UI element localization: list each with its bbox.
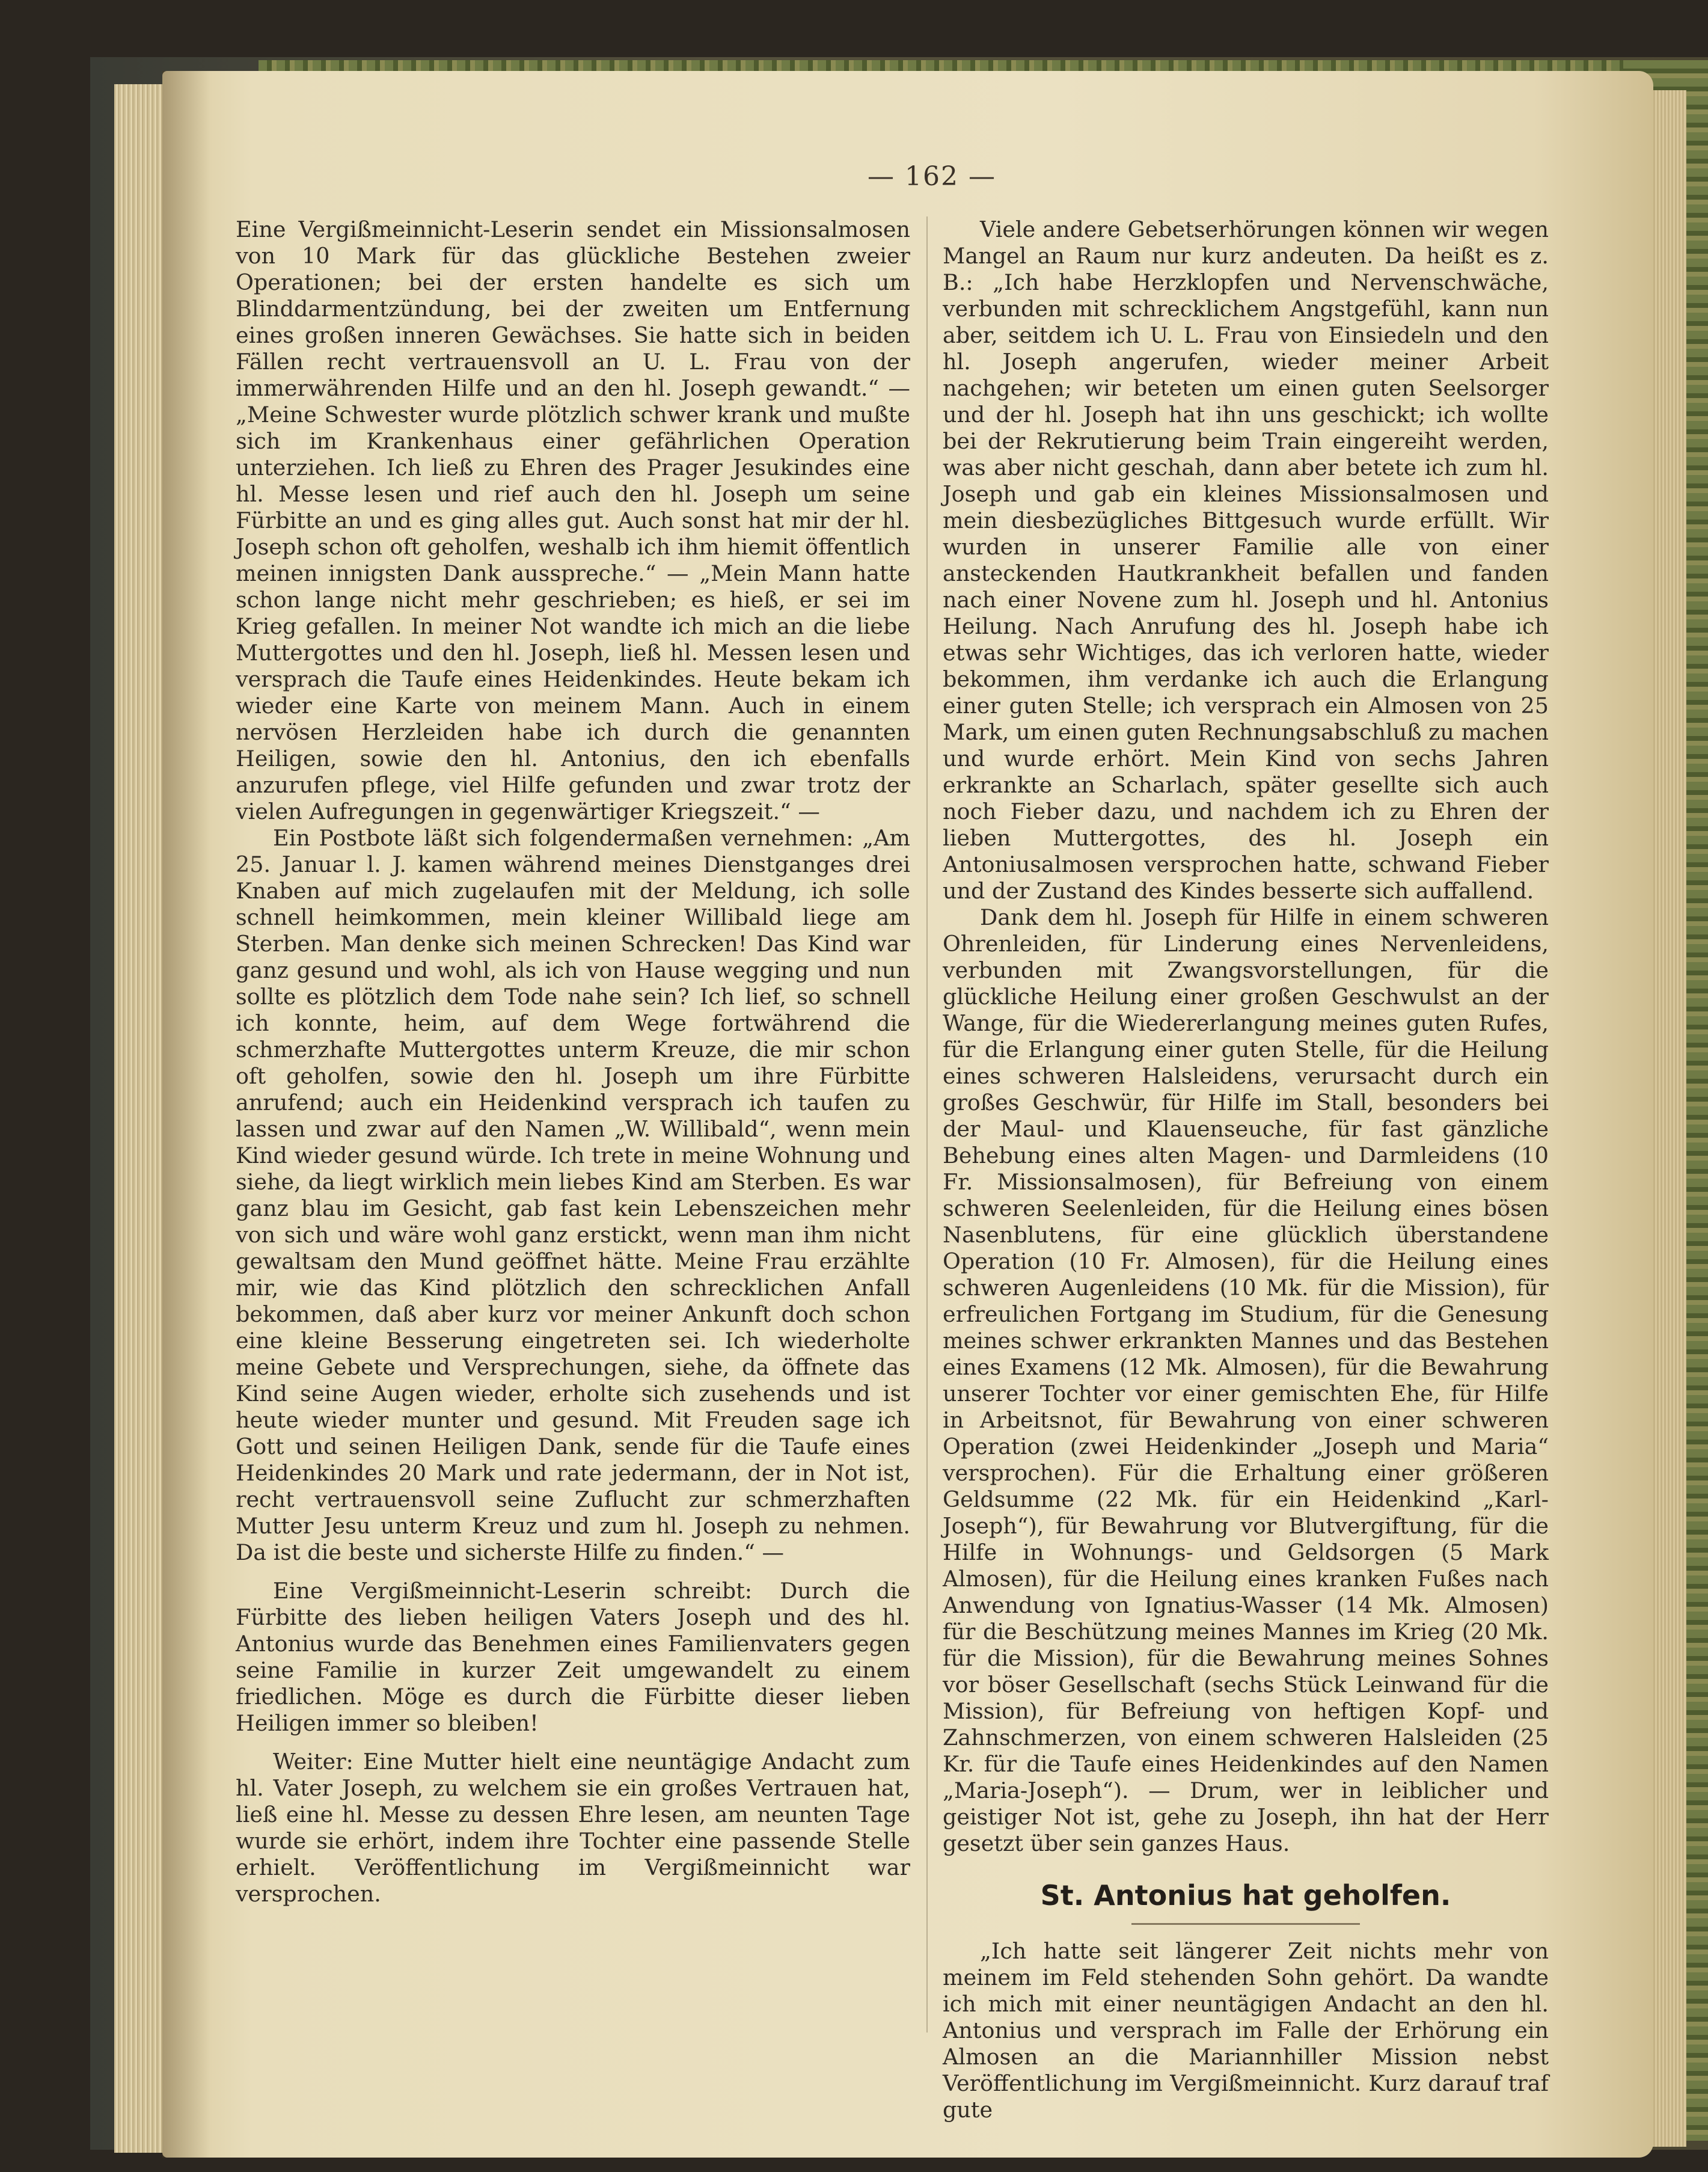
- page-stack-edge: [114, 84, 168, 2153]
- section-heading: St. Antonius hat geholfen.: [1040, 1879, 1451, 1912]
- paragraph: Eine Vergißmeinnicht-Leserin schreibt: Durch die Fürbitte des lieben heiligen Vaters Joseph und des hl. Antonius wurde das Benehmen eines Familienvaters gegen seine Familie in kurzer Zeit umgewandelt zu einem friedlichen. Möge es durch die Fürbitte dieser lieben Heiligen immer so bleiben!: [236, 1578, 910, 1736]
- right-column: [943, 216, 1549, 2123]
- paragraph: Eine Vergißmeinnicht-Leserin sendet ein Missionsalmosen von 10 Mark für das glückliche Bestehen zweier Operationen; bei der ersten handelte es sich um Blinddarmentzündung, bei der zweiten um Entfernung eines großen inneren Gewächses. Sie hatte sich in beiden Fällen recht vertrauensvoll an U. L. Frau von der immerwährenden Hilfe und an den hl. Joseph gewandt.“ — „Meine Schwester wurde plötzlich schwer krank und mußte sich im Krankenhaus einer gefährlichen Operation unterziehen. Ich ließ zu Ehren des Prager Jesukindes eine hl. Messe lesen und rief auch den hl. Joseph um seine Fürbitte an und es ging alles gut. Auch sonst hat mir der hl. Joseph schon oft geholfen, weshalb ich ihm hiemit öffentlich meinen innigsten Dank ausspreche.“ — „Mein Mann hatte schon lange nicht mehr geschrieben; es hieß, er sei im Krieg gefallen. In meiner Not wandte ich mich an die liebe Muttergottes und den hl. Joseph, ließ hl. Messen lesen und versprach die Taufe eines Heidenkindes. Heute bekam ich wieder eine Karte von meinem Mann. Auch in einem nervösen Herzleiden habe ich durch die genannten Heiligen, sowie den hl. Antonius, den ich ebenfalls anzurufen pflege, viel Hilfe gefunden und zwar trotz der vielen Aufregungen in gegenwärtiger Kriegszeit.“ —: [236, 216, 910, 824]
- column-divider: [926, 216, 928, 2032]
- section-rule: [1131, 1923, 1360, 1925]
- paragraph: Viele andere Gebetserhörungen können wir wegen Mangel an Raum nur kurz andeuten. Da heißt es z. B.: „Ich habe Herzklopfen und Nervenschwäche, verbunden mit schrecklichem Angstgefühl, kann nun aber, seitdem ich U. L. Frau von Einsiedeln und den hl. Joseph angerufen, wieder meiner Arbeit nachgehen; wir beteten um einen guten Seelsorger und der hl. Joseph hat ihn uns geschickt; ich wollte bei der Rekrutierung beim Train eingereiht werden, was aber nicht geschah, dann aber betete ich zum hl. Joseph und gab ein kleines Missionsalmosen und mein diesbezügliches Bittgesuch wurde erfüllt. Wir wurden in unserer Familie alle von einer ansteckenden Hautkrankheit befallen und fanden nach einer Novene zum hl. Joseph und hl. Antonius Heilung. Nach Anrufung des hl. Joseph habe ich etwas sehr Wichtiges, das ich verloren hatte, wieder bekommen, ihm verdanke ich auch die Erlangung einer guten Stelle; ich versprach ein Almosen von 25 Mark, um einen guten Rechnungsabschluß zu machen und wurde erhört. Mein Kind von sechs Jahren erkrankte an Scharlach, später gesellte sich auch noch Fieber dazu, und nachdem ich zu Ehren der lieben Muttergottes, des hl. Joseph ein Antoniusalmosen versprochen hatte, schwand Fieber und der Zustand des Kindes besserte sich auffallend.: [943, 216, 1549, 904]
- paragraph: Weiter: Eine Mutter hielt eine neuntägige Andacht zum hl. Vater Joseph, zu welchem sie ein großes Vertrauen hat, ließ eine hl. Messe zu dessen Ehre lesen, am neunten Tage wurde sie erhört, indem ihre Tochter eine passende Stelle erhielt. Veröffentlichung im Vergißmeinnicht war versprochen.: [236, 1749, 910, 1907]
- left-column: [236, 216, 910, 1907]
- paragraph: Dank dem hl. Joseph für Hilfe in einem schweren Ohrenleiden, für Linderung eines Nervenleidens, verbunden mit Zwangsvorstellungen, für die glückliche Heilung einer großen Geschwulst an der Wange, für die Wiedererlangung meines guten Rufes, für die Erlangung einer guten Stelle, für die Heilung eines schweren Halsleidens, verursacht durch ein großes Geschwür, für Hilfe im Stall, besonders bei der Maul- und Klauenseuche, für fast gänzliche Behebung eines alten Magen- und Darmleidens (10 Fr. Missionsalmosen), für Befreiung von einem schweren Seelenleiden, für die Heilung eines bösen Nasenblutens, für eine glücklich überstandene Operation (10 Fr. Almosen), für die Heilung eines schweren Augenleidens (10 Mk. für die Mission), für erfreulichen Fortgang im Studium, für die Genesung meines schwer erkrankten Mannes und das Bestehen eines Examens (12 Mk. Almosen), für die Bewahrung unserer Tochter vor einer gemischten Ehe, für Hilfe in Arbeitsnot, für Bewahrung von einer schweren Operation (zwei Heidenkinder „Joseph und Maria“ versprochen). Für die Erhaltung einer größeren Geldsumme (22 Mk. für ein Heidenkind „Karl-Joseph“), für Bewahrung vor Blutvergiftung, für die Hilfe in Wohnungs- und Geldsorgen (5 Mark Almosen), für die Heilung eines kranken Fußes nach Anwendung von Ignatius-Wasser (14 Mk. Almosen) für die Beschützung meines Mannes im Krieg (20 Mk. für die Mission), für die Bewahrung meines Sohnes vor böser Gesellschaft (sechs Stück Leinwand für die Mission), für Befreiung von heftigen Kopf- und Zahnschmerzen, von einem schweren Halsleiden (25 Kr. für die Taufe eines Heidenkindes auf den Namen „Maria-Joseph“). — Drum, wer in leiblicher und geistiger Not ist, gehe zu Joseph, ihn hat der Herr gesetzt über sein ganzes Haus.: [943, 904, 1549, 1856]
- paragraph: Ein Postbote läßt sich folgendermaßen vernehmen: „Am 25. Januar l. J. kamen während meines Dienstganges drei Knaben auf mich zugelaufen mit der Meldung, ich solle schnell heimkommen, mein kleiner Willibald liege am Sterben. Man denke sich meinen Schrecken! Das Kind war ganz gesund und wohl, als ich von Hause wegging und nun sollte es plötzlich dem Tode nahe sein? Ich lief, so schnell ich konnte, heim, auf dem Wege fortwährend die schmerzhafte Muttergottes unterm Kreuze, die mir schon oft geholfen, sowie den hl. Joseph um ihre Fürbitte anrufend; auch ein Heidenkind versprach ich taufen zu lassen und zwar auf den Namen „W. Willibald“, wenn mein Kind wieder gesund würde. Ich trete in meine Wohnung und siehe, da liegt wirklich mein liebes Kind am Sterben. Es war ganz blau im Gesicht, gab fast kein Lebenszeichen mehr von sich und wäre wohl ganz erstickt, wenn man ihm nicht gewaltsam den Mund geöffnet hätte. Meine Frau erzählte mir, wie das Kind plötzlich den schrecklichen Anfall bekommen, daß aber kurz vor meiner Ankunft doch schon eine kleine Besserung eingetreten sei. Ich wiederholte meine Gebete und Versprechungen, siehe, da öffnete das Kind seine Augen wieder, erholte sich zusehends und ist heute wieder munter und gesund. Mit Freuden sage ich Gott und seinen Heiligen Dank, sende für die Taufe eines Heidenkindes 20 Mark und rate jedermann, der in Not ist, recht vertrauensvoll seine Zuflucht zur schmerzhaften Mutter Jesu unterm Kreuz und zum hl. Joseph zu nehmen. Da ist die beste und sicherste Hilfe zu finden.“ —: [236, 825, 910, 1565]
- gutter-shadow: [162, 71, 210, 2158]
- page-number: — 162 —: [868, 161, 996, 192]
- paragraph: „Ich hatte seit längerer Zeit nichts mehr von meinem im Feld stehenden Sohn gehört. Da wandte ich mich mit einer neuntägigen Andacht an den hl. Antonius und versprach im Falle der Erhörung ein Almosen an die Mariannhiller Mission nebst Veröffentlichung im Vergißmeinnicht. Kurz darauf traf gute: [943, 1938, 1549, 2123]
